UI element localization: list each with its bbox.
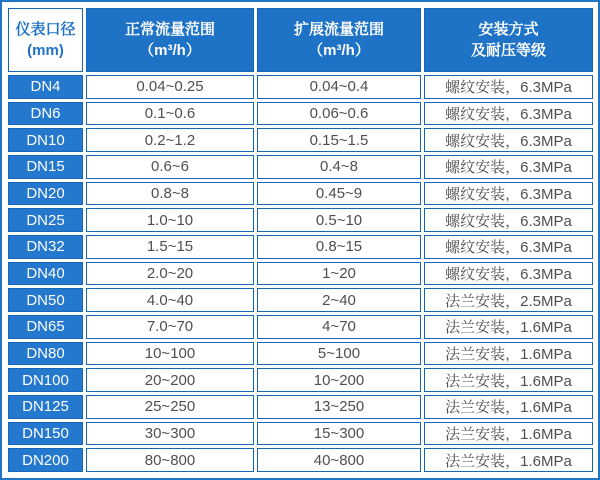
table-row: [8, 262, 593, 286]
diameter-cell: DN100: [8, 368, 83, 392]
table-row: [8, 342, 593, 366]
header-diameter-line1: 仪表口径: [15, 21, 76, 38]
diameter-cell: DN10: [8, 128, 83, 152]
table-body: [8, 75, 593, 472]
install-cell: 法兰安装，1.6MPa: [424, 368, 593, 392]
header-diameter-line2: (mm): [27, 42, 64, 59]
diameter-cell: DN6: [8, 102, 83, 126]
header-install-line2: 及耐压等级: [470, 42, 546, 59]
normal-range-cell: 4.0~40: [86, 288, 254, 312]
install-cell: 法兰安装，1.6MPa: [424, 448, 593, 472]
table-row: [8, 288, 593, 312]
extended-range-cell: 0.5~10: [257, 208, 421, 232]
header-cell-normal-range: [86, 8, 254, 72]
normal-range-cell: 30~300: [86, 422, 254, 446]
table-row: [8, 182, 593, 206]
extended-range-cell: 0.15~1.5: [257, 128, 421, 152]
table-row: [8, 75, 593, 99]
header-normal-line2: （m³/h）: [139, 42, 201, 59]
normal-range-cell: 25~250: [86, 395, 254, 419]
install-cell: 螺纹安装，6.3MPa: [424, 75, 593, 99]
normal-range-cell: 1.5~15: [86, 235, 254, 259]
table-row: [8, 315, 593, 339]
install-cell: 法兰安装，1.6MPa: [424, 342, 593, 366]
install-cell: 螺纹安装，6.3MPa: [424, 102, 593, 126]
extended-range-cell: 0.06~0.6: [257, 102, 421, 126]
install-cell: 螺纹安装，6.3MPa: [424, 208, 593, 232]
install-cell: 法兰安装，1.6MPa: [424, 395, 593, 419]
normal-range-cell: 0.8~8: [86, 182, 254, 206]
diameter-cell: DN32: [8, 235, 83, 259]
diameter-cell: DN80: [8, 342, 83, 366]
header-cell-install: [424, 8, 593, 72]
diameter-cell: DN25: [8, 208, 83, 232]
install-cell: 螺纹安装，6.3MPa: [424, 262, 593, 286]
header-row: [8, 8, 593, 72]
install-cell: 螺纹安装，6.3MPa: [424, 128, 593, 152]
extended-range-cell: 13~250: [257, 395, 421, 419]
normal-range-cell: 7.0~70: [86, 315, 254, 339]
install-cell: 螺纹安装，6.3MPa: [424, 182, 593, 206]
normal-range-cell: 0.04~0.25: [86, 75, 254, 99]
normal-range-cell: 10~100: [86, 342, 254, 366]
table-row: [8, 368, 593, 392]
normal-range-cell: 80~800: [86, 448, 254, 472]
extended-range-cell: 1~20: [257, 262, 421, 286]
table-row: [8, 102, 593, 126]
diameter-cell: DN200: [8, 448, 83, 472]
extended-range-cell: 0.4~8: [257, 155, 421, 179]
diameter-cell: DN40: [8, 262, 83, 286]
extended-range-cell: 4~70: [257, 315, 421, 339]
diameter-cell: DN20: [8, 182, 83, 206]
normal-range-cell: 0.1~0.6: [86, 102, 254, 126]
extended-range-cell: 2~40: [257, 288, 421, 312]
extended-range-cell: 0.04~0.4: [257, 75, 421, 99]
table-row: [8, 395, 593, 419]
extended-range-cell: 10~200: [257, 368, 421, 392]
normal-range-cell: 20~200: [86, 368, 254, 392]
normal-range-cell: 0.2~1.2: [86, 128, 254, 152]
normal-range-cell: 2.0~20: [86, 262, 254, 286]
install-cell: 螺纹安装，6.3MPa: [424, 235, 593, 259]
header-cell-extended-range: [257, 8, 421, 72]
normal-range-cell: 0.6~6: [86, 155, 254, 179]
install-cell: 法兰安装，2.5MPa: [424, 288, 593, 312]
normal-range-cell: 1.0~10: [86, 208, 254, 232]
install-cell: 螺纹安装，6.3MPa: [424, 155, 593, 179]
extended-range-cell: 40~800: [257, 448, 421, 472]
header-normal-line1: 正常流量范围: [124, 21, 215, 38]
diameter-cell: DN50: [8, 288, 83, 312]
table-row: [8, 128, 593, 152]
table-row: [8, 235, 593, 259]
header-install-line1: 安装方式: [478, 21, 539, 38]
header-cell-diameter: [8, 8, 83, 72]
table-row: [8, 208, 593, 232]
extended-range-cell: 0.45~9: [257, 182, 421, 206]
diameter-cell: DN15: [8, 155, 83, 179]
extended-range-cell: 0.8~15: [257, 235, 421, 259]
install-cell: 法兰安装，1.6MPa: [424, 315, 593, 339]
install-cell: 法兰安装，1.6MPa: [424, 422, 593, 446]
extended-range-cell: 5~100: [257, 342, 421, 366]
header-extended-line2: （m³/h）: [308, 42, 370, 59]
flow-meter-spec-table: [5, 5, 596, 475]
table-row: [8, 155, 593, 179]
diameter-cell: DN150: [8, 422, 83, 446]
table-row: [8, 422, 593, 446]
diameter-cell: DN4: [8, 75, 83, 99]
diameter-cell: DN65: [8, 315, 83, 339]
header-extended-line1: 扩展流量范围: [293, 21, 384, 38]
diameter-cell: DN125: [8, 395, 83, 419]
table-row: [8, 448, 593, 472]
extended-range-cell: 15~300: [257, 422, 421, 446]
